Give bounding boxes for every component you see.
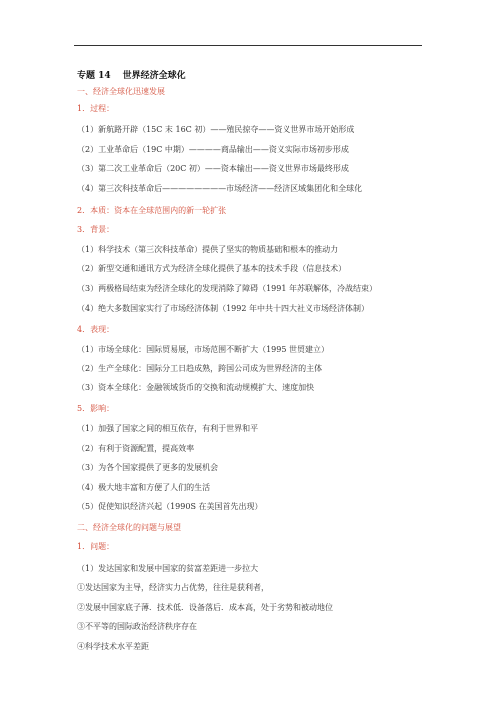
list-item: （3）为各个国家提供了更多的发展机会	[77, 463, 219, 472]
list-item: （1）市场全球化：国际贸易展，市场范围不断扩大（1995 世贸建立）	[77, 345, 329, 354]
list-item: （1）发达国家和发展中国家的贫富差距进一步拉大	[77, 564, 259, 573]
list-item: （4）第三次科技革命后————————市场经济——经济区域集团化和全球化	[77, 184, 363, 193]
list-item: （4）极大地丰富和方便了人们的生活	[77, 483, 211, 492]
list-item: （1）科学技术（第三次科技革命）提供了坚实的物质基础和根本的推动力	[77, 245, 339, 254]
list-item: ②发展中国家底子薄．技术低．设备落后．成本高，处于劣势和被动地位	[77, 603, 333, 612]
section-heading: 二、经济全球化的问题与展望	[77, 523, 181, 532]
list-item: （3）资本全球化：金融领域货币的交换和流动规模扩大、速度加快	[77, 383, 315, 392]
list-item: ①发达国家为主导，经济实力占优势，往往是获利者，	[77, 583, 269, 592]
list-item: （3）第二次工业革命后（20C 初）——资本输出——资义世界市场最终形成	[77, 164, 349, 173]
topic-heading	[77, 68, 186, 81]
list-item: （3）两极格局结束为经济全球化的发现消除了障碍（1991 年苏联解体，冷战结束）	[77, 284, 377, 293]
list-item: （2）有利于资源配置，提高效率	[77, 444, 195, 453]
list-item: ④科学技术水平差距	[77, 642, 149, 651]
subheading: 5．影响：	[77, 404, 115, 413]
topic-number: 专题 14	[77, 71, 111, 81]
topic-title: 世界经济全球化	[122, 71, 186, 81]
section-heading: 一、经济全球化迅速发展	[77, 87, 165, 96]
header-rule	[74, 45, 422, 46]
list-item: （2）生产全球化：国际分工日趋成熟，跨国公司成为世界经济的主体	[77, 364, 323, 373]
list-item: （5）促使知识经济兴起（1990S 在美国首先出现）	[77, 502, 263, 511]
subheading: 1．过程：	[77, 104, 115, 113]
subheading: 4．表现：	[77, 325, 115, 334]
subheading: 3．背景：	[77, 225, 115, 234]
list-item: （2）新型交通和通讯方式为经济全球化提供了基本的技术手段（信息技术）	[77, 264, 347, 273]
list-item: ③不平等的国际政治经济秩序存在	[77, 622, 197, 631]
subheading: 2．本质：资本在全球范围内的新一轮扩张	[77, 206, 227, 215]
subheading: 1．问题：	[77, 542, 115, 551]
list-item: （1）加强了国家之间的相互依存，有利于世界和平	[77, 424, 259, 433]
list-item: （2）工业革命后（19C 中期）————商品输出——资义实际市场初步形成	[77, 145, 349, 154]
list-item: （1）新航路开辟（15C 末 16C 初）——殖民掠夺——资义世界市场开始形成	[77, 125, 355, 134]
list-item: （4）绝大多数国家实行了市场经济体制（1992 年中共十四大社义市场经济体制）	[77, 304, 369, 313]
